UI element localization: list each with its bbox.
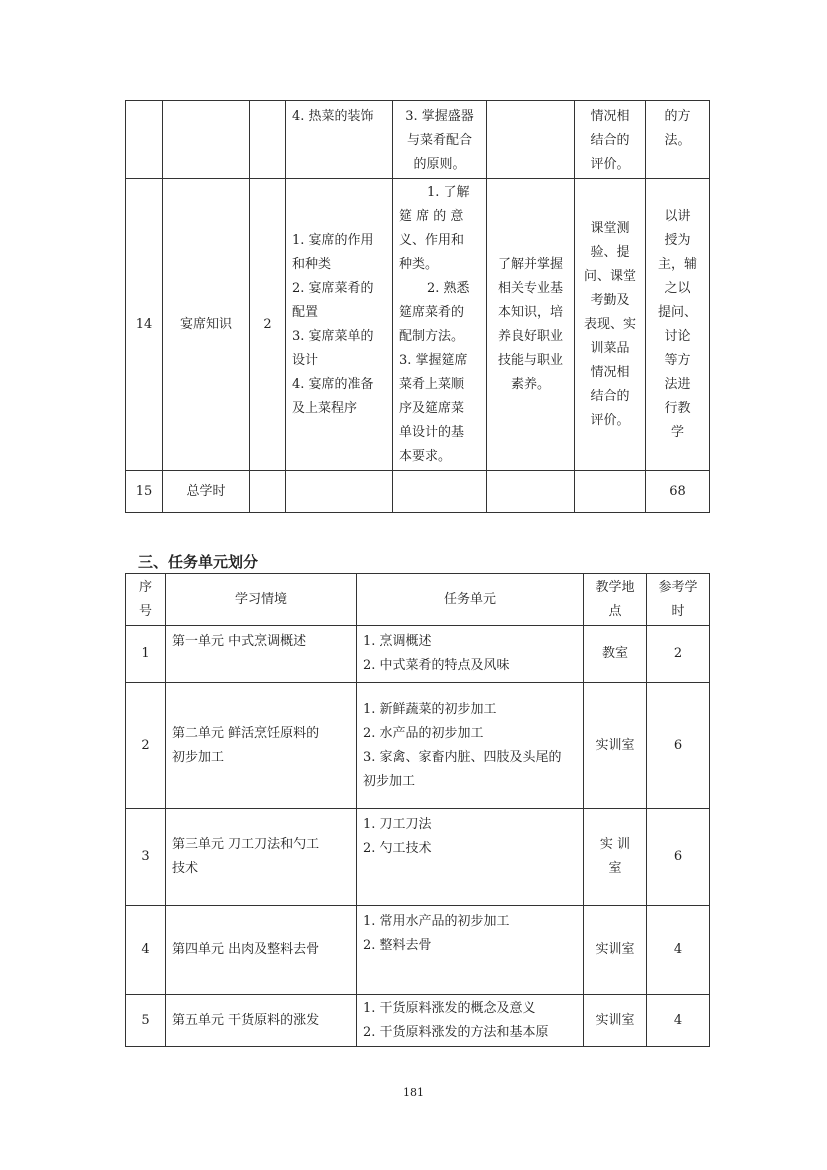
table-row	[126, 809, 710, 906]
cell-objectives	[393, 471, 487, 513]
cell-content: 1. 宴席的作用 和种类 2. 宴席菜肴的 配置 3. 宴席菜单的 设计 4. 宴席的准备 及上菜程序	[286, 179, 393, 471]
page-number: 181	[403, 1086, 424, 1099]
cell-total-hours: 68	[646, 471, 710, 513]
table-row	[126, 906, 710, 995]
cell-no: 15	[126, 471, 163, 513]
cell-no	[126, 101, 163, 179]
cell-situation: 第一单元 中式烹调概述	[166, 626, 357, 683]
cell-topic	[163, 101, 250, 179]
cell-situation: 第三单元 刀工刀法和勺工 技术	[166, 809, 357, 906]
cell-hours: 4	[647, 906, 710, 995]
table-row	[126, 101, 710, 179]
cell-content	[286, 471, 393, 513]
cell-location: 实训室	[584, 906, 647, 995]
header-task: 任务单元	[357, 574, 584, 626]
cell-method: 以讲 授为 主，辅 之以 提问、 讨论 等方 法进 行教 学	[646, 179, 710, 471]
cell-assessment: 课堂测 验、提 问、课堂 考勤及 表现、实 训菜品 情况相 结合的 评价。	[575, 179, 646, 471]
cell-situation: 第五单元 干货原料的涨发	[166, 995, 357, 1047]
cell-hours: 6	[647, 809, 710, 906]
cell-situation: 第四单元 出肉及整料去骨	[166, 906, 357, 995]
cell-assessment	[575, 471, 646, 513]
cell-task: 1. 新鲜蔬菜的初步加工 2. 水产品的初步加工 3. 家禽、家畜内脏、四肢及头尾的 初步加工	[357, 683, 584, 809]
cell-no: 3	[126, 809, 166, 906]
header-location: 教学地 点	[584, 574, 647, 626]
cell-no: 1	[126, 626, 166, 683]
cell-location: 实训室	[584, 683, 647, 809]
cell-location: 实 训 室	[584, 809, 647, 906]
cell-task: 1. 常用水产品的初步加工 2. 整料去骨	[357, 906, 584, 995]
cell-objectives: 1. 了解 筵 席 的 意 义、作用和 种类。 2. 熟悉 筵席菜肴的 配制方法。 3. 掌握筵席 菜肴上菜顺 序及筵席菜 单设计的基 本要求。	[393, 179, 487, 471]
cell-no: 2	[126, 683, 166, 809]
header-situation: 学习情境	[166, 574, 357, 626]
cell-assessment: 情况相 结合的 评价。	[575, 101, 646, 179]
cell-quality	[487, 101, 575, 179]
table-row	[126, 179, 710, 471]
cell-hours: 6	[647, 683, 710, 809]
cell-hours: 2	[647, 626, 710, 683]
section-heading: 三、任务单元划分	[138, 553, 259, 571]
cell-hours	[250, 471, 286, 513]
cell-objectives: 3. 掌握盛器 与菜肴配合 的原则。	[393, 101, 487, 179]
table-row	[126, 626, 710, 683]
cell-quality	[487, 471, 575, 513]
table-header-row	[126, 574, 710, 626]
cell-situation: 第二单元 鲜活烹饪原料的 初步加工	[166, 683, 357, 809]
course-content-table	[125, 100, 710, 513]
cell-task: 1. 刀工刀法 2. 勺工技术	[357, 809, 584, 906]
table-row	[126, 683, 710, 809]
cell-location: 实训室	[584, 995, 647, 1047]
cell-hours: 2	[250, 179, 286, 471]
cell-task: 1. 烹调概述 2. 中式菜肴的特点及风味	[357, 626, 584, 683]
task-unit-table	[125, 573, 710, 1047]
cell-task: 1. 干货原料涨发的概念及意义 2. 干货原料涨发的方法和基本原	[357, 995, 584, 1047]
cell-no: 14	[126, 179, 163, 471]
header-no: 序 号	[126, 574, 166, 626]
cell-topic: 宴席知识	[163, 179, 250, 471]
cell-hours: 4	[647, 995, 710, 1047]
header-hours: 参考学 时	[647, 574, 710, 626]
table-row	[126, 471, 710, 513]
cell-no: 4	[126, 906, 166, 995]
table-row	[126, 995, 710, 1047]
cell-quality: 了解并掌握 相关专业基 本知识，培 养良好职业 技能与职业 素养。	[487, 179, 575, 471]
cell-hours	[250, 101, 286, 179]
cell-location: 教室	[584, 626, 647, 683]
cell-content: 4. 热菜的装饰	[286, 101, 393, 179]
cell-no: 5	[126, 995, 166, 1047]
cell-topic: 总学时	[163, 471, 250, 513]
cell-method: 的方 法。	[646, 101, 710, 179]
